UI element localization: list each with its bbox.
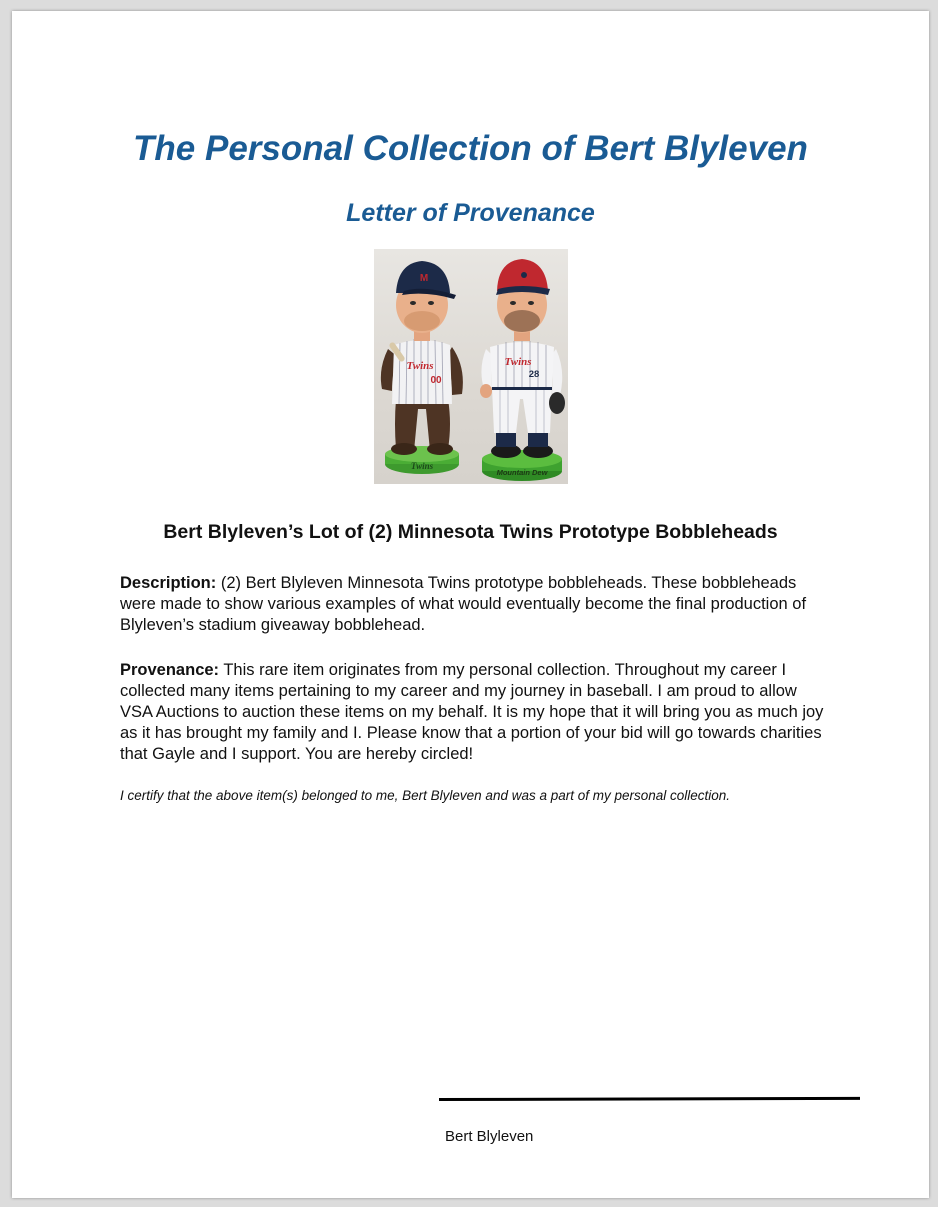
left-base-label: Twins [410,461,434,471]
right-bobblehead [480,259,565,481]
lot-title: Bert Blyleven’s Lot of (2) Minnesota Twins Prototype Bobbleheads [163,521,778,543]
bobbleheads-photo [374,249,568,484]
left-jersey-text: Twins [406,360,434,372]
provenance-text: This rare item originates from my personal collection. Throughout my career I collected many items pertaining to my career and my journey in baseball. I am proud to allow VSA Auctions to auction these items on my behalf. It is my hope that it will bring you as much joy as it has brought my family and I. Please know that a portion of your bid will go towards charities that Gayle and I support. You are hereby circled! [120,661,824,763]
signature-name: Bert Blyleven [445,1128,534,1145]
signature-line [439,1097,860,1101]
page-subtitle: Letter of Provenance [346,199,595,227]
right-base-label: Mountain Dew [496,468,548,477]
certification-statement: I certify that the above item(s) belonged to me, Bert Blyleven and was a part of my personal collection. [120,788,731,803]
svg-text:M: M [419,273,429,284]
page-title: The Personal Collection of Bert Blyleven [133,129,808,168]
left-bobblehead [381,261,463,474]
provenance-paragraph [120,660,830,765]
description-paragraph [120,573,830,636]
document-page [12,11,929,1198]
description-label: Description: [120,574,217,592]
right-jersey-number: 28 [528,369,540,380]
right-jersey-text: Twins [504,356,532,368]
description-text: (2) Bert Blyleven Minnesota Twins prototype bobbleheads. These bobbleheads were made to show various examples of what would eventually become the final production of Blyleven’s stadium giveaway bobblehead. [120,574,807,634]
left-jersey-number: 00 [430,375,442,386]
provenance-label: Provenance: [120,661,220,679]
